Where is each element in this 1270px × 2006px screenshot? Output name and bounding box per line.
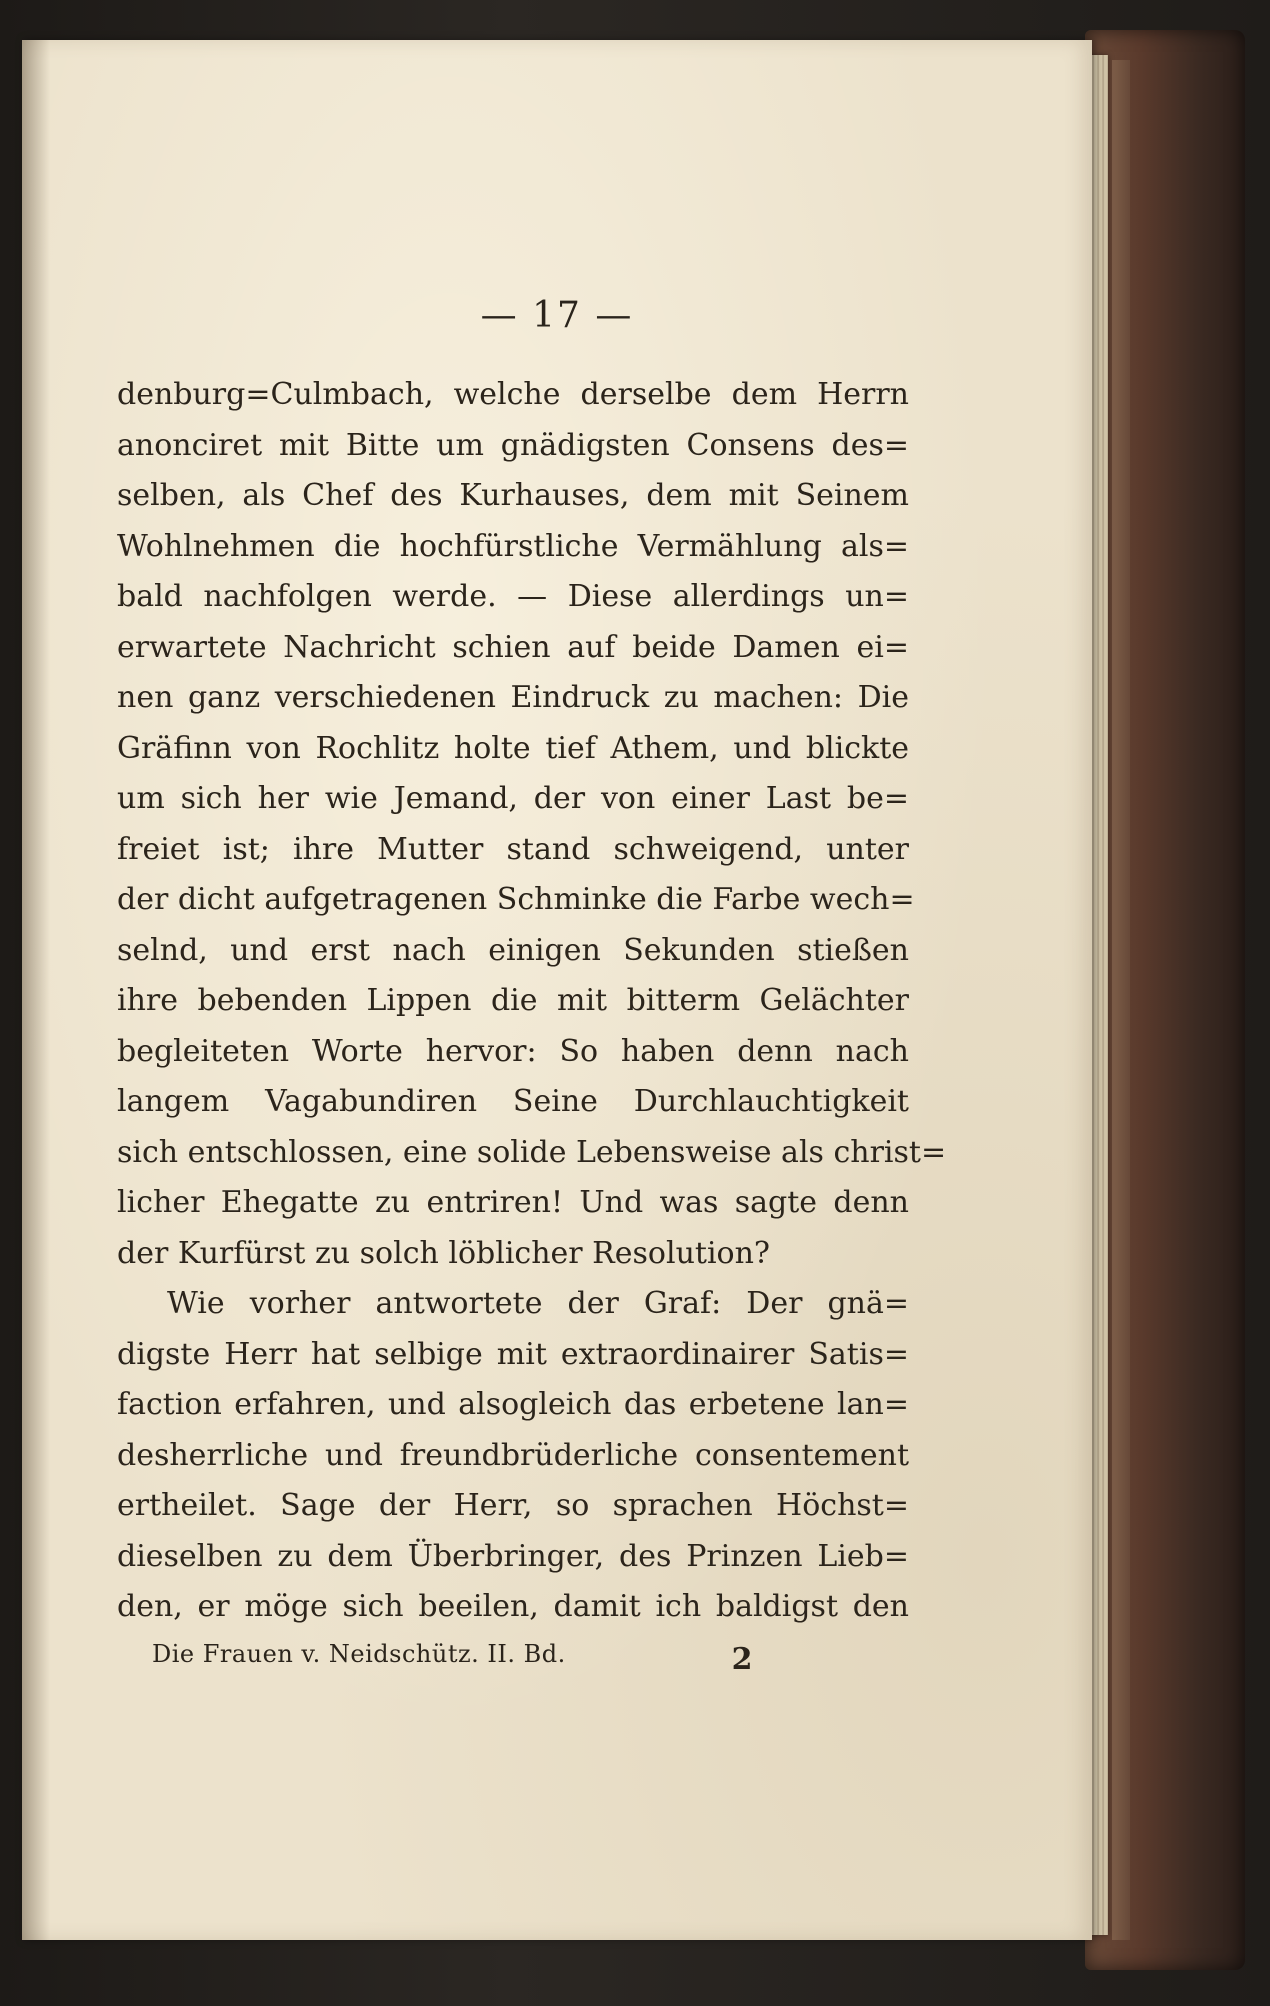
book-page [22, 40, 1092, 1940]
text-line: digste Herr hat selbige mit extraordinairer Satis= [117, 1336, 909, 1372]
text-line: ertheilet. Sage der Herr, so sprachen Höchst= [117, 1488, 909, 1523]
text-line: bald nachfolgen werde. — Diese allerdings un= [117, 579, 909, 614]
signature-mark: 2 [731, 1642, 753, 1677]
text-line: desherrliche und freundbrüderliche consentement [117, 1437, 909, 1473]
text-line: dieselben zu dem Überbringer, des Prinzen Lieb= [117, 1538, 909, 1574]
text-line: begleiteten Worte hervor: So haben denn nach [117, 1033, 909, 1069]
text-line: faction erfahren, und alsogleich das erbetene lan= [117, 1387, 909, 1422]
footer-book-title: Die Frauen v. Neidschütz. II. Bd. [152, 1640, 566, 1668]
text-line: den, er möge sich beeilen, damit ich baldigst den [117, 1589, 909, 1624]
text-line: Gräfinn von Rochlitz holte tief Athem, und blickte [117, 730, 909, 766]
text-line: erwartete Nachricht schien auf beide Damen ei= [117, 629, 909, 665]
text-line: der dicht aufgetragenen Schminke die Farbe wech= [117, 882, 915, 917]
text-line: nen ganz verschiedenen Eindruck zu machen: Die [117, 680, 909, 715]
text-line: der Kurfürst zu solch löblicher Resolution? [117, 1235, 771, 1271]
body-text [117, 370, 947, 1633]
text-line: Wohlnehmen die hochfürstliche Vermählung als= [117, 528, 909, 564]
text-line: licher Ehegatte zu entriren! Und was sagte denn [117, 1185, 909, 1220]
book-cover [1085, 30, 1245, 1970]
text-line: ihre bebenden Lippen die mit bitterm Gelächter [117, 983, 909, 1018]
text-line: selnd, und erst nach einigen Sekunden stießen [117, 932, 909, 968]
text-line: anonciret mit Bitte um gnädigsten Consens des= [117, 427, 909, 463]
text-line: denburg=Culmbach, welche derselbe dem Herrn [117, 377, 909, 412]
text-line: freiet ist; ihre Mutter stand schweigend, unter [117, 831, 909, 867]
text-line: um sich her wie Jemand, der von einer Last be= [117, 781, 909, 816]
text-line: Wie vorher antwortete der Graf: Der gnä= [167, 1286, 909, 1321]
text-line: selben, als Chef des Kurhauses, dem mit Seinem [117, 478, 909, 513]
page-number-header: — 17 — [480, 295, 634, 336]
text-line: langem Vagabundiren Seine Durchlauchtigkeit [117, 1084, 909, 1119]
cover-edge [1112, 60, 1130, 1940]
text-line: sich entschlossen, eine solide Lebensweise als christ= [117, 1134, 947, 1170]
